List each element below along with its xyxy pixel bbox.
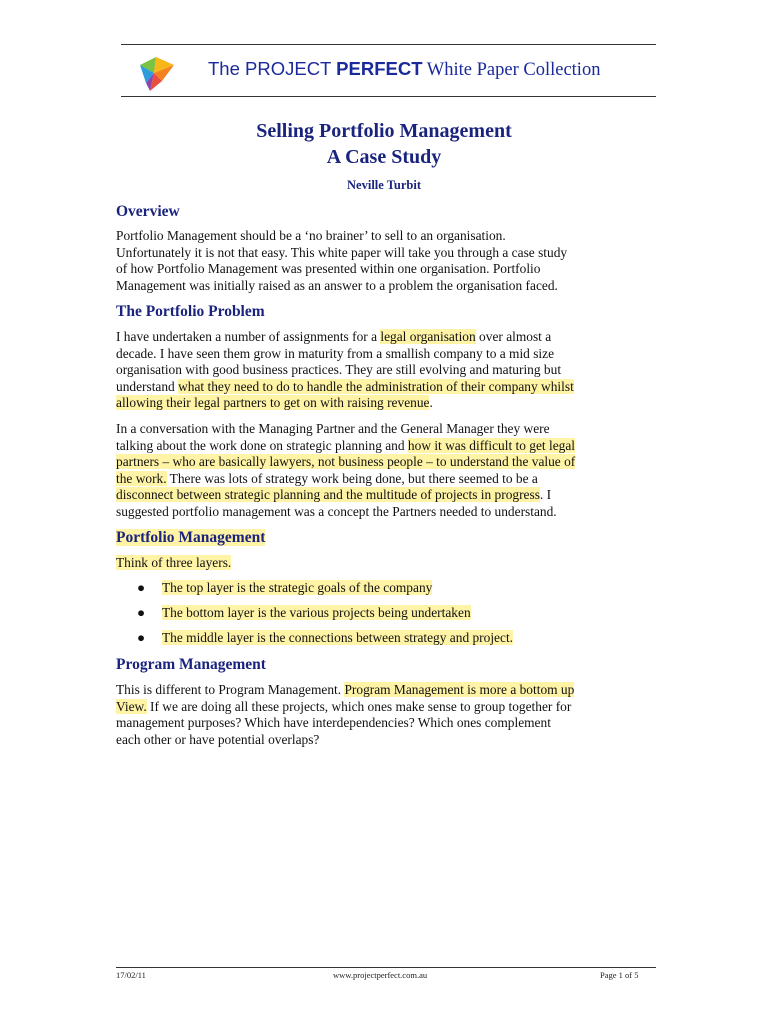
header-bottom-rule (121, 96, 656, 97)
document-title-line2: A Case Study (326, 146, 442, 168)
highlighted-text: allowing their legal partners to get on with raising revenue (116, 395, 430, 411)
text-run: talking about the work done on strategic planning and (116, 437, 408, 453)
portfolio-problem-paragraph-2 (116, 421, 656, 521)
highlighted-text: how it was difficult to get legal (407, 437, 576, 453)
text-line: Portfolio Management should be a ‘no brainer’ to sell to an organisation. (116, 228, 506, 243)
text-line: In a conversation with the Managing Partner and the General Manager they were (116, 421, 550, 436)
bullet-icon: ● (137, 605, 146, 620)
text-line (116, 682, 656, 699)
footer-date: 17/02/11 (116, 970, 146, 980)
portfolio-management-intro (116, 555, 656, 572)
text-run: . (429, 395, 433, 411)
highlighted-text: View. (116, 698, 147, 714)
text-run: If we are doing all these projects, which ones make sense to group together for (146, 698, 572, 714)
footer-page-number: Page 1 of 5 (600, 970, 639, 980)
text-line (116, 379, 656, 396)
document-title-line1: Selling Portfolio Management (256, 120, 512, 142)
text-line: of how Portfolio Management was presented within one organisation. Portfolio (116, 261, 541, 277)
text-line: decade. I have seen them grow in maturity from a smallish company to a mid size (116, 345, 555, 361)
highlighted-text: The top layer is the strategic goals of the company (162, 580, 433, 595)
text-line: Management was initially raised as an answer to a problem the organisation faced. (116, 277, 558, 293)
overview-paragraph (116, 228, 656, 294)
text-line (116, 454, 656, 471)
footer-rule (116, 967, 656, 968)
bullet-item (137, 605, 471, 621)
highlighted-text: the work. (116, 470, 167, 486)
highlighted-text: The bottom layer is the various projects being undertaken (162, 605, 471, 620)
bullet-item (137, 580, 432, 596)
header-title (208, 58, 600, 81)
text-run: over almost a (475, 329, 552, 344)
author-name: Neville Turbit (347, 178, 421, 192)
text-line: Unfortunately it is not that easy. This white paper will take you through a case study (116, 244, 568, 260)
text-line (116, 487, 656, 504)
text-line (116, 438, 656, 455)
bullet-icon: ● (137, 580, 146, 595)
footer-url[interactable]: www.projectperfect.com.au (333, 970, 428, 980)
bullet-item (137, 630, 513, 646)
text-line: organisation with good business practices. They are still evolving and maturing but (116, 362, 562, 378)
highlighted-text: what they need to do to handle the administration of their company whilst (178, 378, 574, 394)
text-line (116, 329, 656, 346)
heading-program-management: Program Management (116, 656, 266, 673)
bullet-icon: ● (137, 630, 146, 645)
text-line (116, 699, 656, 716)
program-management-paragraph (116, 682, 656, 748)
header-title-prefix: The PROJECT (208, 58, 337, 79)
project-perfect-logo-icon (134, 51, 176, 93)
text-line: suggested portfolio management was a concept the Partners needed to understand. (116, 503, 557, 519)
text-run: There was lots of strategy work being done, but there seemed to be a (166, 470, 538, 486)
text-line (116, 555, 656, 572)
text-line (116, 395, 656, 412)
header-top-rule (121, 44, 656, 45)
text-run: This is different to Program Management. (116, 682, 345, 697)
heading-overview: Overview (116, 203, 180, 220)
text-line: each other or have potential overlaps? (116, 731, 320, 747)
text-run: I have undertaken a number of assignments for a (116, 329, 381, 344)
text-run: understand (116, 378, 179, 394)
text-run: . I (539, 487, 552, 503)
highlighted-text: partners – who are basically lawyers, not business people – to understand the value of (116, 454, 576, 470)
portfolio-problem-paragraph-1 (116, 329, 656, 412)
highlighted-text: disconnect between strategic planning and the multitude of projects in progress (116, 487, 540, 503)
header-title-bold: PERFECT (336, 58, 423, 79)
heading-portfolio-management (116, 529, 265, 547)
text-line (116, 471, 656, 488)
highlighted-heading-text: Portfolio Management (116, 529, 266, 546)
highlighted-text: legal organisation (380, 329, 476, 344)
text-line: management purposes? Which have interdependencies? Which ones complement (116, 715, 551, 731)
heading-portfolio-problem: The Portfolio Problem (116, 303, 265, 320)
highlighted-text: The middle layer is the connections between strategy and project. (162, 630, 514, 645)
highlighted-text: Think of three layers. (116, 555, 232, 570)
highlighted-text: Program Management is more a bottom up (344, 682, 575, 697)
header-title-suffix: White Paper Collection (422, 60, 601, 80)
